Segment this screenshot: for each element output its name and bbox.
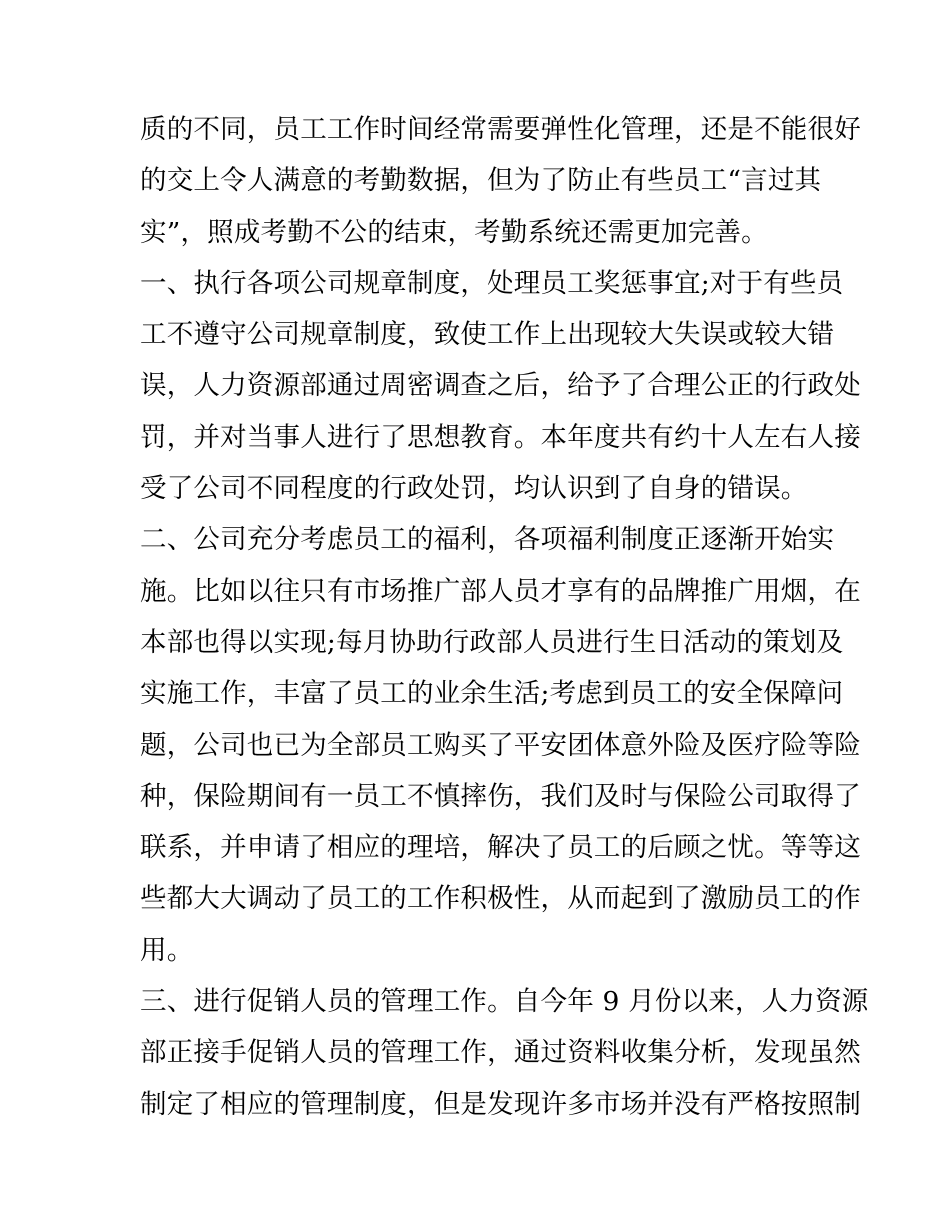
text-line: 实施工作，丰富了员工的业余生活;考虑到员工的安全保障问 (140, 678, 844, 710)
text-line: 三、进行促销人员的管理工作。自今年 9 月份以来，人力资源 (140, 986, 869, 1018)
text-line: 联系，并申请了相应的理培，解决了员工的后顾之忧。等等这 (140, 832, 861, 864)
text-line: 些都大大调动了员工的工作积极性，从而起到了激励员工的作 (140, 883, 861, 915)
text-line: 罚，并对当事人进行了思想教育。本年度共有约十人左右人接 (140, 421, 861, 453)
text-line: 一、执行各项公司规章制度，处理员工奖惩事宜;对于有些员 (140, 267, 844, 299)
text-line: 用。 (140, 934, 194, 966)
text-line: 二、公司充分考虑员工的福利，各项福利制度正逐渐开始实 (140, 524, 835, 556)
text-line: 的交上令人满意的考勤数据，但为了防止有些员工“言过其 (140, 165, 822, 197)
text-line: 种，保险期间有一员工不慎摔伤，我们及时与保险公司取得了 (140, 780, 861, 812)
document-body (140, 104, 869, 1130)
text-line: 受了公司不同程度的行政处罚，均认识到了自身的错误。 (140, 473, 808, 505)
text-line: 制定了相应的管理制度，但是发现许多市场并没有严格按照制 (140, 1088, 861, 1120)
text-line: 质的不同，员工工作时间经常需要弹性化管理，还是不能很好 (140, 114, 861, 145)
text-line: 误，人力资源部通过周密调查之后，给予了合理公正的行政处 (140, 370, 861, 402)
text-line: 题，公司也已为全部员工购买了平安团体意外险及医疗险等险 (140, 729, 861, 761)
text-line: 实”，照成考勤不公的结束，考勤系统还需更加完善。 (140, 216, 768, 248)
text-line: 工不遵守公司规章制度，致使工作上出现较大失误或较大错 (140, 319, 835, 351)
text-line: 部正接手促销人员的管理工作，通过资料收集分析，发现虽然 (140, 1037, 861, 1069)
text-line: 本部也得以实现;每月协助行政部人员进行生日活动的策划及 (140, 626, 844, 658)
text-line: 施。比如以往只有市场推广部人员才享有的品牌推广用烟，在 (140, 575, 861, 607)
